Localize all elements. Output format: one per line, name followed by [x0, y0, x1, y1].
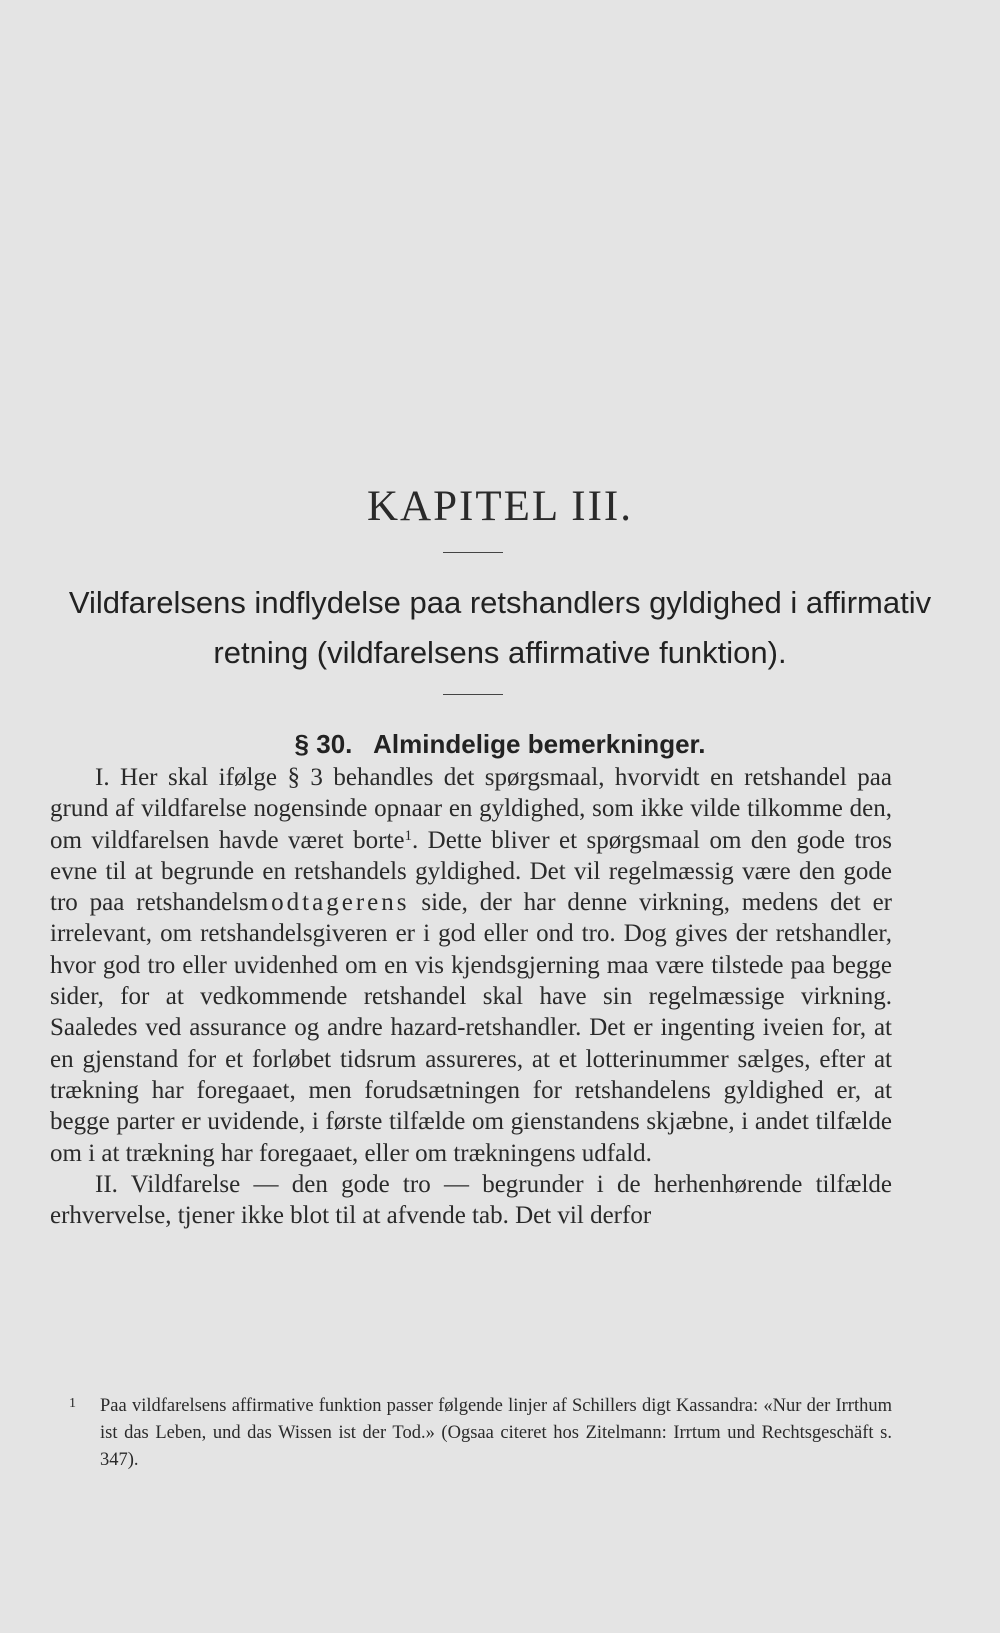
- footnote-mark: 1: [69, 1396, 76, 1411]
- chapter-subtitle-line-2: retning (vildfarelsens affirmative funktion).: [213, 635, 787, 670]
- title-divider: [443, 552, 503, 553]
- paragraph-2: II. Vildfarelse — den gode tro — begrunder i de herhenhørende tilfælde erhvervelse, tjener ikke blot til at afvende tab. Det vil derfor: [50, 1170, 892, 1230]
- chapter-subtitle: [40, 578, 960, 678]
- section-symbol: §: [294, 729, 310, 759]
- subtitle-divider: [443, 694, 503, 695]
- section-title: Almindelige bemerkninger.: [373, 729, 706, 759]
- paragraph-1-part-2: . Dette bliver et spørgsmaal om den gode tros evne til at begrunde en retshandels gyldighed. Det vil regelmæssig være den gode tro paa retshandels: [50, 826, 892, 917]
- emphasized-word: modtagerens: [248, 889, 410, 917]
- chapter-subtitle-line-1: Vildfarelsens indflydelse paa retshandlers gyldighed i affirmativ: [68, 585, 932, 620]
- section-heading: [0, 729, 1000, 760]
- footnote: [50, 1393, 892, 1474]
- paragraph-1-part-1: I. Her skal ifølge § 3 behandles det spørgsmaal, hvorvidt en retshandel paa grund af vildfarelse nogensinde opnaar en gyldighed, som ikke vilde tilkomme den, om vildfarelsen havde været borte: [50, 764, 892, 854]
- footnote-reference: 1: [404, 827, 412, 844]
- chapter-title: KAPITEL III.: [366, 483, 633, 530]
- paragraph-1-part-3: side, der har denne virkning, medens det er irrelevant, om retshandelsgiveren er i god eller ond tro. Dog gives der retshandler, hvor god tro eller uvidenhed om en vis kjendsgjerning maa være tilstede paa begge sider, for at vedkommende retshandel skal have sin regelmæssige virkning. Saaledes ved assurance og andre hazard-retshandler. Det er ingenting iveien for, at en gjenstand for et forløbet tidsrum assureres, at et lotterinummer sælges, efter at trækning har foregaaet, men forudsætningen for retshandelens gyldighed er, at begge parter er uvidende, i første tilfælde om gienstandens skjæbne, i andet tilfælde om i at trækning har foregaaet, eller om trækningens udfald.: [50, 889, 892, 1167]
- body-text: [50, 762, 892, 1231]
- section-number: 30.: [316, 729, 353, 759]
- footnote-paragraph: [50, 1393, 892, 1474]
- paragraph-1: [50, 762, 892, 1169]
- footnote-text: Paa vildfarelsens affirmative funktion passer følgende linjer af Schillers digt Kassandra: «Nur der Irrthum ist das Leben, und das Wissen ist der Tod.» (Ogsaa citeret hos Zitelmann: Irrtum und Rechtsgeschäft s. 347).: [100, 1396, 892, 1470]
